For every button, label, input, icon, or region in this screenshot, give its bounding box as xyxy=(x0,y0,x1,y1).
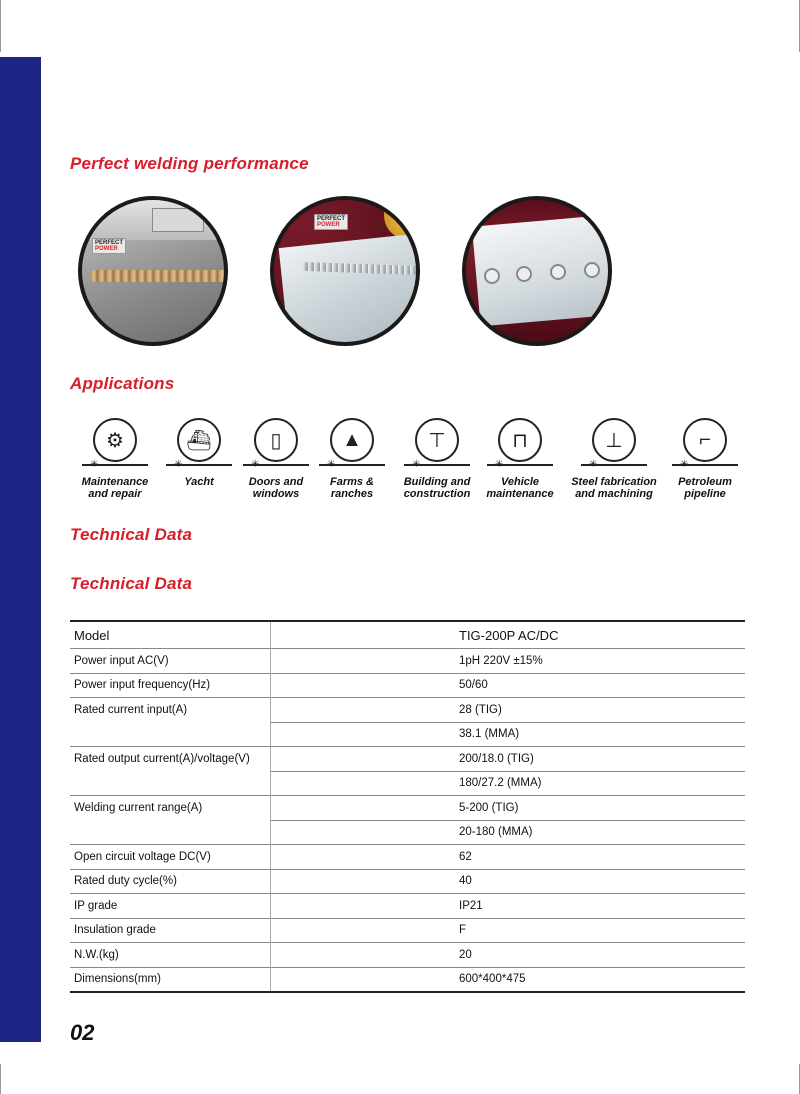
table-row xyxy=(70,747,745,772)
crop-mark xyxy=(0,1064,1,1094)
param-cell: Rated duty cycle(%) xyxy=(70,869,271,894)
application-item: ⚙ ✳ Maintenance and repair xyxy=(70,418,160,500)
table-row xyxy=(70,771,745,796)
param-cell: Open circuit voltage DC(V) xyxy=(70,845,271,870)
value-cell: TIG-200P AC/DC xyxy=(271,621,746,649)
weld-photo-3 xyxy=(462,196,612,346)
table-row xyxy=(70,845,745,870)
tower-icon: ⊥ xyxy=(592,418,636,462)
param-cell xyxy=(70,722,271,747)
value-cell: 600*400*475 xyxy=(271,967,746,992)
value-cell: 200/18.0 (TIG) xyxy=(271,747,746,772)
value-cell: 28 (TIG) xyxy=(271,698,746,723)
table-row xyxy=(70,796,745,821)
param-cell xyxy=(70,771,271,796)
gears-icon: ⚙ xyxy=(93,418,137,462)
page-number: 02 xyxy=(70,1020,95,1045)
param-cell: N.W.(kg) xyxy=(70,943,271,968)
crop-mark xyxy=(0,0,1,52)
table-row xyxy=(70,621,745,649)
brand-label: PERFECT POWER xyxy=(92,238,126,254)
value-cell: F xyxy=(271,918,746,943)
value-cell: IP21 xyxy=(271,894,746,919)
weld-photo-2 xyxy=(270,196,420,346)
table-row xyxy=(70,918,745,943)
application-item: ⊤ ✳ Building and construction xyxy=(392,418,482,500)
brand-label: PERFECT POWER xyxy=(314,214,348,230)
technical-data-title: Technical Data xyxy=(70,525,193,544)
applications-title: Applications xyxy=(70,374,175,393)
application-item: ⌐ ✳ Petroleum pipeline xyxy=(660,418,750,500)
param-cell: Power input frequency(Hz) xyxy=(70,673,271,698)
weld-photo-1 xyxy=(78,196,228,346)
performance-title: Perfect welding performance xyxy=(70,154,309,173)
table-row xyxy=(70,820,745,845)
value-cell: 62 xyxy=(271,845,746,870)
spec-table xyxy=(70,620,745,993)
param-cell: IP grade xyxy=(70,894,271,919)
param-cell: Dimensions(mm) xyxy=(70,967,271,992)
yacht-icon: ⛴ xyxy=(177,418,221,462)
application-item: ▯ ✳ Doors and windows xyxy=(231,418,321,500)
crane-icon: ⊤ xyxy=(415,418,459,462)
value-cell: 38.1 (MMA) xyxy=(271,722,746,747)
value-cell: 180/27.2 (MMA) xyxy=(271,771,746,796)
value-cell: 20 xyxy=(271,943,746,968)
value-cell: 40 xyxy=(271,869,746,894)
tree-icon: ▲ xyxy=(330,418,374,462)
pipeline-icon: ⌐ xyxy=(683,418,727,462)
param-cell: Rated current input(A) xyxy=(70,698,271,723)
application-item: ▲ ✳ Farms & ranches xyxy=(307,418,397,500)
sidebar-band xyxy=(0,57,41,1042)
table-row xyxy=(70,698,745,723)
application-item: ⊓ ✳ Vehicle maintenance xyxy=(475,418,565,500)
applications-row xyxy=(70,418,750,508)
table-row xyxy=(70,894,745,919)
table-row xyxy=(70,722,745,747)
param-cell: Model xyxy=(70,621,271,649)
application-item: ⛴ ✳ Yacht xyxy=(154,418,244,488)
car-lift-icon: ⊓ xyxy=(498,418,542,462)
param-cell: Welding current range(A) xyxy=(70,796,271,821)
door-icon: ▯ xyxy=(254,418,298,462)
table-row xyxy=(70,649,745,674)
table-row xyxy=(70,943,745,968)
value-cell: 20-180 (MMA) xyxy=(271,820,746,845)
table-row xyxy=(70,967,745,992)
param-cell: Rated output current(A)/voltage(V) xyxy=(70,747,271,772)
value-cell: 50/60 xyxy=(271,673,746,698)
value-cell: 1pH 220V ±15% xyxy=(271,649,746,674)
param-cell: Insulation grade xyxy=(70,918,271,943)
param-cell xyxy=(70,820,271,845)
application-item: ⊥ ✳ Steel fabrication and machining xyxy=(559,418,669,500)
table-row xyxy=(70,673,745,698)
param-cell: Power input AC(V) xyxy=(70,649,271,674)
table-row xyxy=(70,869,745,894)
value-cell: 5-200 (TIG) xyxy=(271,796,746,821)
technical-data-title: Technical Data xyxy=(70,574,193,593)
